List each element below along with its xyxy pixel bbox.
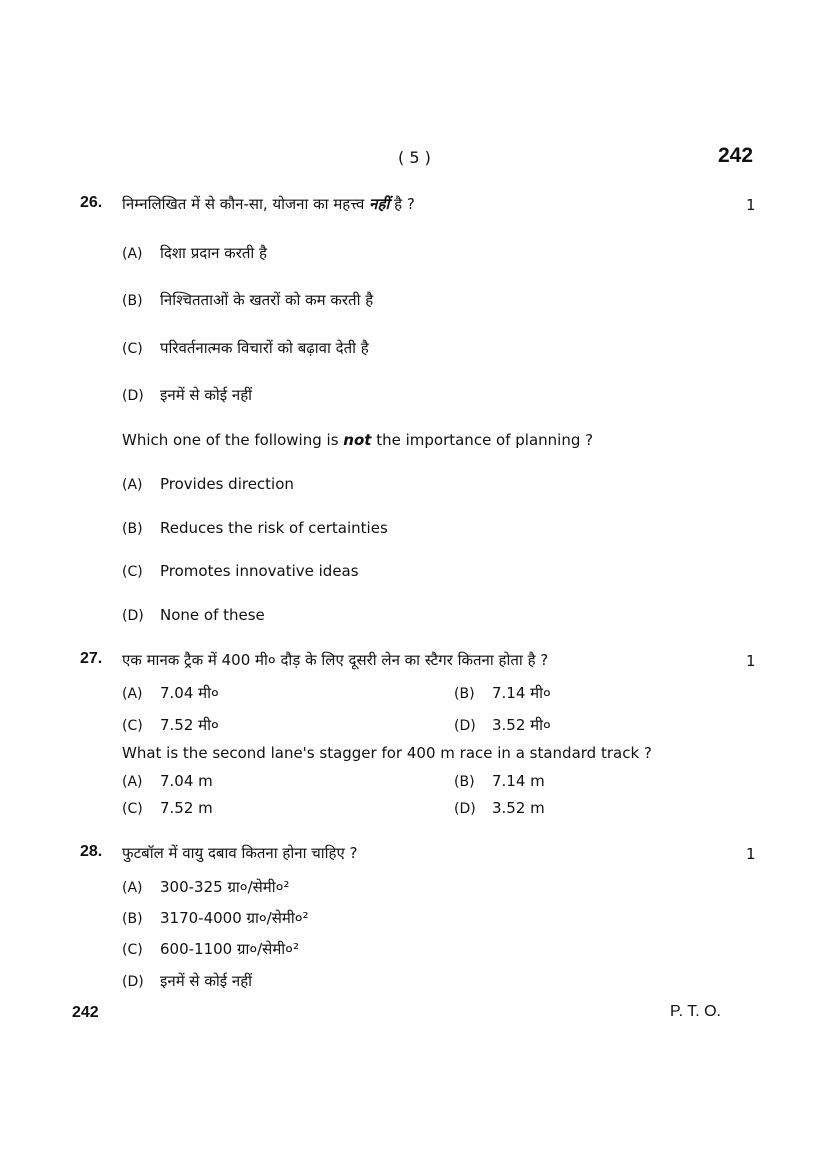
option-c-hindi: (C) परिवर्तनात्मक विचारों को बढ़ावा देती है [122,339,369,357]
paper-code-footer: 242 [72,1004,99,1021]
option-d-hindi: (D) इनमें से कोई नहीं [122,386,253,404]
option-b-english: (B) 7.14 m [454,772,545,790]
question-text-hindi: एक मानक ट्रैक में 400 मी० दौड़ के लिए दूसरी लेन का स्टैगर कितना होता है ? [122,651,549,669]
option-c-hindi: (C) 7.52 मी० [122,716,219,734]
option-a-english: (A) Provides direction [122,475,294,493]
option-b-hindi: (B) निश्चितताओं के खतरों को कम करती है [122,291,374,309]
marks: 1 [746,196,756,214]
question-number: 28. [80,843,103,860]
option-d-hindi: (D) 3.52 मी० [454,716,551,734]
negation-word: not [343,431,372,449]
paper-code-header: 242 [718,144,754,167]
option-a-hindi: (A) 300-325 ग्रा०/सेमी०² [122,878,290,896]
option-c-hindi: (C) 600-1100 ग्रा०/सेमी०² [122,940,299,958]
option-a-english: (A) 7.04 m [122,772,213,790]
marks: 1 [746,652,756,670]
question-number: 26. [80,194,103,211]
question-text-english: Which one of the following is not the importance of planning ? [122,431,594,449]
option-b-hindi: (B) 7.14 मी० [454,684,551,702]
question-text-english: What is the second lane's stagger for 400 m race in a standard track ? [122,744,652,762]
question-text-hindi: निम्नलिखित में से कौन-सा, योजना का महत्त्व नहीं है ? [122,195,415,213]
negation-word: नहीं [369,195,390,213]
option-d-hindi: (D) इनमें से कोई नहीं [122,972,253,990]
option-a-hindi: (A) दिशा प्रदान करती है [122,244,268,262]
option-b-english: (B) Reduces the risk of certainties [122,519,388,537]
marks: 1 [746,845,756,863]
please-turn-over: P. T. O. [670,1003,721,1020]
option-a-hindi: (A) 7.04 मी० [122,684,219,702]
option-c-english: (C) 7.52 m [122,799,213,817]
page-number: ( 5 ) [398,148,431,167]
option-d-english: (D) None of these [122,606,265,624]
option-b-hindi: (B) 3170-4000 ग्रा०/सेमी०² [122,909,309,927]
question-text-hindi: फुटबॉल में वायु दबाव कितना होना चाहिए ? [122,844,358,862]
option-c-english: (C) Promotes innovative ideas [122,562,359,580]
option-d-english: (D) 3.52 m [454,799,545,817]
question-number: 27. [80,650,103,667]
